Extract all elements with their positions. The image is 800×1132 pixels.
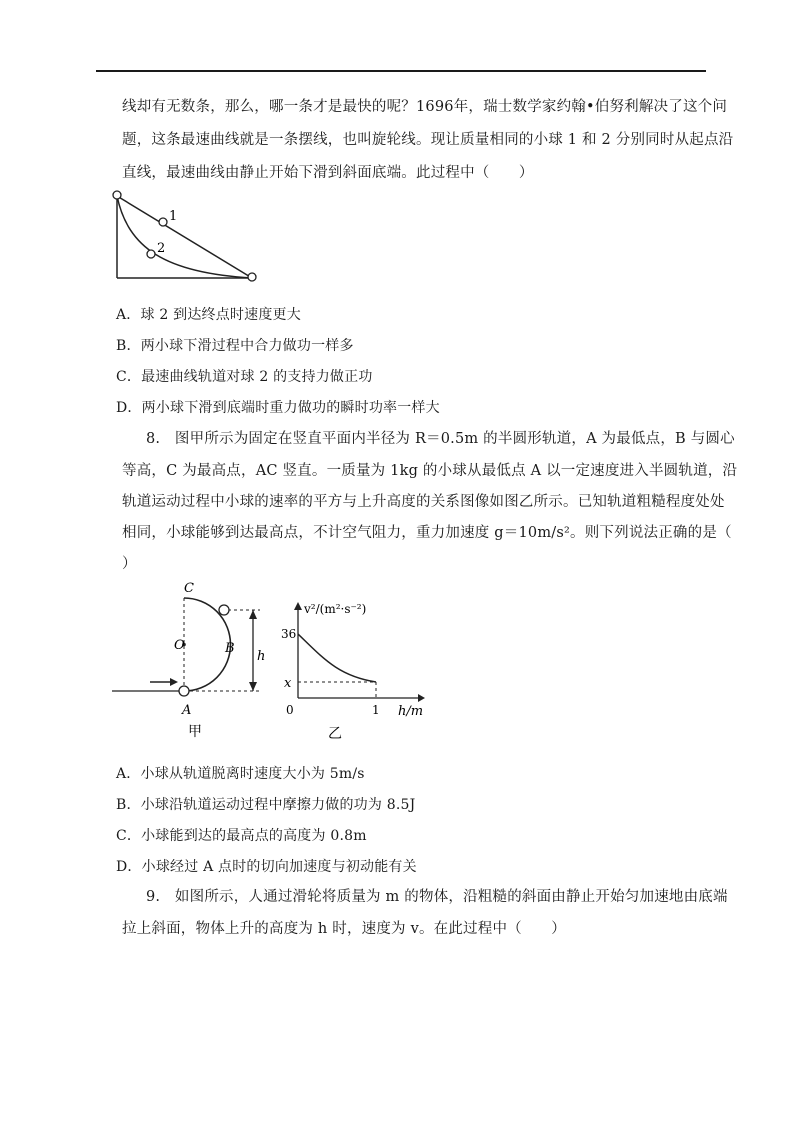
q8-curve	[298, 634, 376, 682]
q8-label-a: A	[182, 703, 192, 718]
q8-option-a: A．小球从轨道脱离时速度大小为 5m/s	[116, 766, 365, 782]
q8-y-tick-x: x	[284, 676, 292, 691]
q7-start-ball	[113, 191, 121, 199]
q7-option-a: A．球 2 到达终点时速度更大	[116, 307, 301, 323]
q7-ball-2-label: 2	[157, 241, 166, 256]
q7-option-c: C．最速曲线轨道对球 2 的支持力做正功	[116, 369, 373, 385]
q8-y-axis-label: v²/(m²·s⁻²)	[304, 602, 367, 616]
q8-x-axis-label: h/m	[398, 704, 424, 719]
q8-origin-label: 0	[286, 703, 294, 717]
q8-label-c: C	[184, 581, 194, 596]
q8-velocity-arrowhead	[170, 678, 178, 686]
q8-figure-yi	[278, 598, 450, 743]
q8-text-line-1: 8. 图甲所示为固定在竖直平面内半径为 R＝0.5m 的半圆形轨道，A 为最低点，B 与圆心	[146, 431, 735, 447]
q8-height-arrowhead-bottom	[249, 682, 257, 691]
q8-label-o: O	[174, 638, 185, 653]
q7-end-ball	[248, 273, 256, 281]
q8-x-tick-1: 1	[372, 703, 380, 717]
q7-ball-1-label: 1	[169, 209, 178, 224]
q7-straight-track	[117, 196, 252, 278]
q8-text-line-2: 等高，C 为最高点，AC 竖直。一质量为 1kg 的小球从最低点 A 以一定速度进入半圆轨道，沿	[122, 463, 738, 479]
q8-top-ball	[219, 605, 229, 615]
q7-ball-1	[159, 218, 167, 226]
q8-y-tick-36: 36	[281, 627, 297, 641]
q8-height-arrowhead-top	[249, 610, 257, 619]
q8-caption-jia: 甲	[188, 724, 202, 740]
q7-option-b: B．两小球下滑过程中合力做功一样多	[116, 338, 354, 354]
q8-y-axis-arrowhead	[294, 602, 302, 610]
q8-bottom-ball	[179, 686, 189, 696]
q7-brachistochrone-figure	[110, 188, 270, 288]
q8-x-axis-arrowhead	[418, 694, 425, 702]
q8-figure-jia	[112, 580, 282, 740]
q8-caption-yi: 乙	[328, 726, 342, 742]
q9-text-line-1: 9. 如图所示，人通过滑轮将质量为 m 的物体，沿粗糙的斜面由静止开始匀加速地由底端	[146, 889, 728, 905]
q9-text-line-2: 拉上斜面，物体上升的高度为 h 时，速度为 v。在此过程中（ ）	[122, 921, 566, 937]
q8-label-b: B	[225, 641, 235, 656]
q8-option-c: C．小球能到达的最高点的高度为 0.8m	[116, 828, 367, 844]
q7-text-line-2: 题，这条最速曲线就是一条摆线，也叫旋轮线。现让质量相同的小球 1 和 2 分别同时从起点沿	[122, 132, 734, 148]
q7-ball-2	[147, 250, 155, 258]
q8-text-line-3: 轨道运动过程中小球的速率的平方与上升高度的关系图像如图乙所示。已知轨道粗糙程度处处	[122, 494, 725, 510]
q8-label-h: h	[257, 649, 266, 664]
q8-text-line-4: 相同，小球能够到达最高点，不计空气阻力，重力加速度 g＝10m/s²。则下列说法正确的是（	[122, 525, 732, 541]
q8-text-line-5: ）	[122, 556, 137, 572]
q7-text-line-1: 线却有无数条，那么，哪一条才是最快的呢？1696年，瑞士数学家约翰•伯努利解决了这个问	[122, 99, 728, 115]
header-rule	[96, 70, 706, 72]
q8-option-d: D．小球经过 A 点时的切向加速度与初动能有关	[116, 859, 417, 875]
q7-option-d: D．两小球下滑到底端时重力做功的瞬时功率一样大	[116, 400, 440, 416]
q7-text-line-3: 直线，最速曲线由静止开始下滑到斜面底端。此过程中（ ）	[122, 165, 534, 181]
q8-option-b: B．小球沿轨道运动过程中摩擦力做的功为 8.5J	[116, 797, 416, 813]
